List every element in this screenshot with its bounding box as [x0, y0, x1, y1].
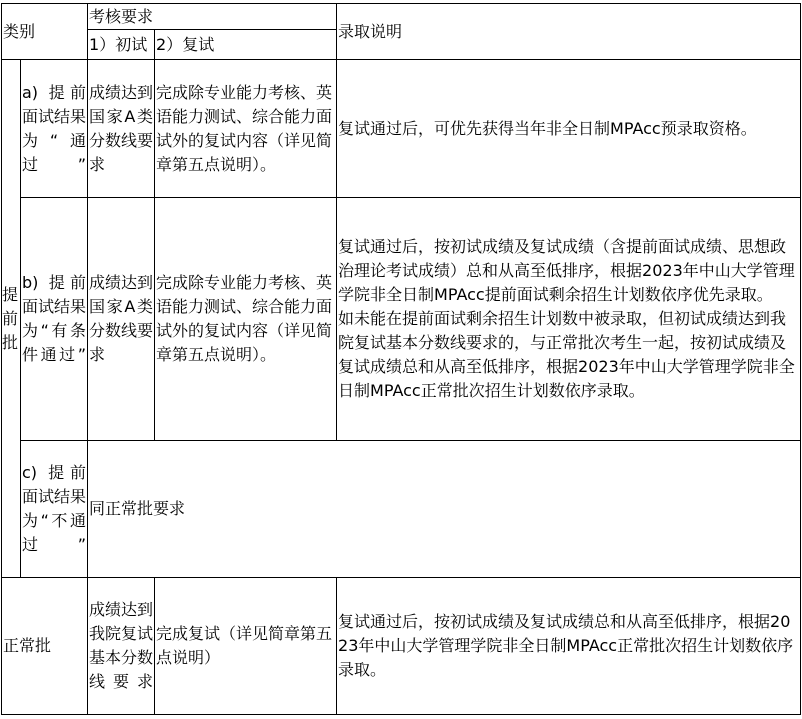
- category-a: a) 提前面试结果为“通过”: [21, 60, 88, 198]
- admission-b: [337, 198, 801, 441]
- first-exam-b: 成绩达到国家A类分数线要求: [88, 198, 155, 441]
- early-row-b: [2, 198, 801, 441]
- category-header: 类别: [2, 4, 88, 60]
- second-exam-normal: 完成复试（详见简章第五点说明）: [155, 578, 337, 715]
- admission-a: 复试通过后，可优先获得当年非全日制MPAcc预录取资格。: [337, 60, 801, 198]
- requirements-header: 考核要求: [88, 4, 337, 30]
- normal-row: [2, 578, 801, 715]
- admission-b-paragraph-2: 如未能在提前面试剩余招生计划数中被录取，但初试成绩达到我院复试基本分数线要求的，与正常批次考生一起，按初试成绩及复试成绩总和从高至低排序，根据2023年中山大学管理学院非全日制MPAcc正常批次招生计划数依序录取。: [338, 309, 795, 400]
- header-row-1: [2, 4, 801, 30]
- admission-normal: 复试通过后，按初试成绩及复试成绩总和从高至低排序，根据2023年中山大学管理学院非全日制MPAcc正常批次招生计划数依序录取。: [337, 578, 801, 715]
- admission-note-header: 录取说明: [337, 4, 801, 60]
- second-exam-header: 2）复试: [155, 30, 337, 60]
- second-exam-b: 完成除专业能力考核、英语能力测试、综合能力面试外的复试内容（详见简章第五点说明）。: [155, 198, 337, 441]
- category-b: b) 提前面试结果为“有条件通过”: [21, 198, 88, 441]
- same-as-normal: 同正常批要求: [88, 441, 801, 578]
- first-exam-normal: 成绩达到我院复试基本分数线要求: [88, 578, 155, 715]
- admission-b-paragraph-1: 复试通过后，按初试成绩及复试成绩（含提前面试成绩、思想政治理论考试成绩）总和从高至低排序，根据2023年中山大学管理学院非全日制MPAcc提前面试剩余招生计划数依序优先录取。: [338, 237, 795, 304]
- first-exam-header: 1）初试: [88, 30, 155, 60]
- category-c: c) 提前面试结果为“不通过”: [21, 441, 88, 578]
- early-batch-label: 提前批: [2, 60, 21, 578]
- first-exam-a: 成绩达到国家A类分数线要求: [88, 60, 155, 198]
- early-row-a: [2, 60, 801, 198]
- early-row-c: [2, 441, 801, 578]
- normal-batch-label: 正常批: [2, 578, 88, 715]
- second-exam-a: 完成除专业能力考核、英语能力测试、综合能力面试外的复试内容（详见简章第五点说明）。: [155, 60, 337, 198]
- admission-rules-table: [1, 3, 801, 715]
